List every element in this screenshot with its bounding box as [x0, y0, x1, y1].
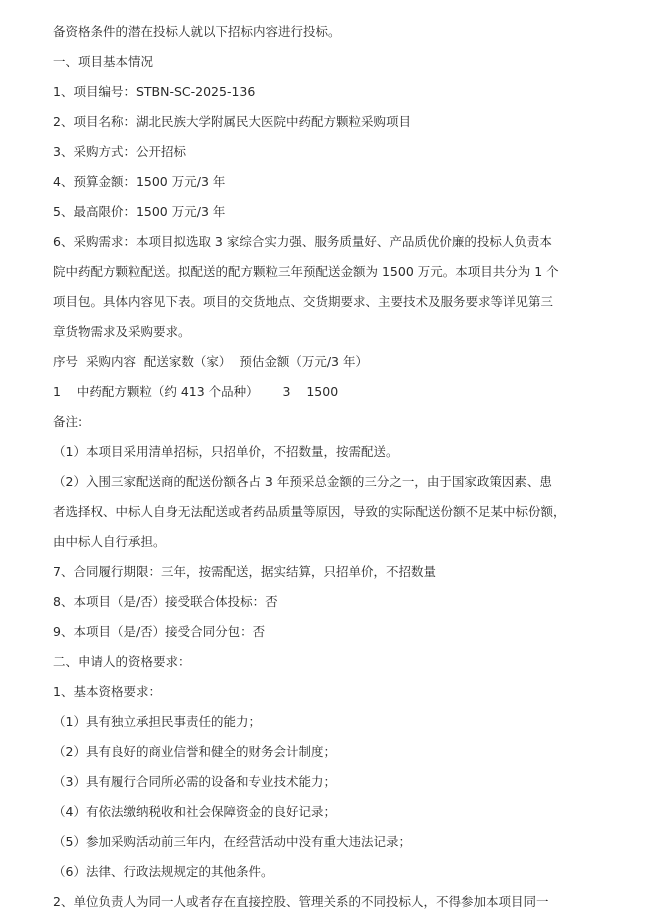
section-heading-1: 一、项目基本情况 [53, 54, 154, 69]
qualification-item-2-heading: 2、单位负责人为同一人或者存在直接控股、管理关系的不同投标人，不得参加本项目同一 [53, 894, 549, 909]
intro-line: 备资格条件的潜在投标人就以下招标内容进行投标。 [53, 24, 341, 39]
remark-item-2-line-3: 由中标人自行承担。 [53, 534, 166, 549]
max-price: 5、最高限价：1500 万元/3 年 [53, 204, 226, 219]
qualification-item-3: （3）具有履行合同所必需的设备和专业技术能力； [53, 774, 336, 789]
procurement-need-line-4: 章货物需求及采购要求。 [53, 324, 191, 339]
project-number: 1、项目编号：STBN-SC-2025-136 [53, 84, 256, 99]
qualification-item-4: （4）有依法缴纳税收和社会保障资金的良好记录； [53, 804, 336, 819]
contract-period: 7、合同履行期限：三年，按需配送，据实结算，只招单价，不招数量 [53, 564, 436, 579]
qualification-item-5: （5）参加采购活动前三年内，在经营活动中没有重大违法记录； [53, 834, 411, 849]
qualification-item-1: （1）具有独立承担民事责任的能力； [53, 714, 261, 729]
remark-label: 备注: [53, 414, 83, 429]
procurement-need-line-1: 6、采购需求：本项目拟选取 3 家综合实力强、服务质量好、产品质优价廉的投标人负责本 [53, 234, 552, 249]
subcontract: 9、本项目（是/否）接受合同分包：否 [53, 624, 266, 639]
consortium-bid: 8、本项目（是/否）接受联合体投标：否 [53, 594, 278, 609]
budget-amount: 4、预算金额：1500 万元/3 年 [53, 174, 226, 189]
procurement-method: 3、采购方式：公开招标 [53, 144, 186, 159]
remark-item-2-line-2: 者选择权、中标人自身无法配送或者药品质量等原因，导致的实际配送份额不足某中标份额， [53, 504, 566, 519]
table-header: 序号 采购内容 配送家数（家） 预估金额（万元/3 年） [53, 354, 368, 369]
remark-item-1: （1）本项目采用清单招标，只招单价，不招数量，按需配送。 [53, 444, 399, 459]
procurement-need-line-3: 项目包。具体内容见下表。项目的交货地点、交货期要求、主要技术及服务要求等详见第三 [53, 294, 554, 309]
qualification-item-2: （2）具有良好的商业信誉和健全的财务会计制度； [53, 744, 336, 759]
project-name: 2、项目名称：湖北民族大学附属民大医院中药配方颗粒采购项目 [53, 114, 411, 129]
table-row: 1 中药配方颗粒（约 413 个品种） 3 1500 [53, 384, 339, 399]
section-heading-2: 二、申请人的资格要求： [53, 654, 191, 669]
remark-item-2-line-1: （2）入围三家配送商的配送份额各占 3 年预采总金额的三分之一，由于国家政策因素、患 [53, 474, 552, 489]
basic-qualification-heading: 1、基本资格要求： [53, 684, 161, 699]
procurement-need-line-2: 院中药配方颗粒配送。拟配送的配方颗粒三年预配送金额为 1500 万元。本项目共分为 1 个 [53, 264, 559, 279]
qualification-item-6: （6）法律、行政法规规定的其他条件。 [53, 864, 274, 879]
